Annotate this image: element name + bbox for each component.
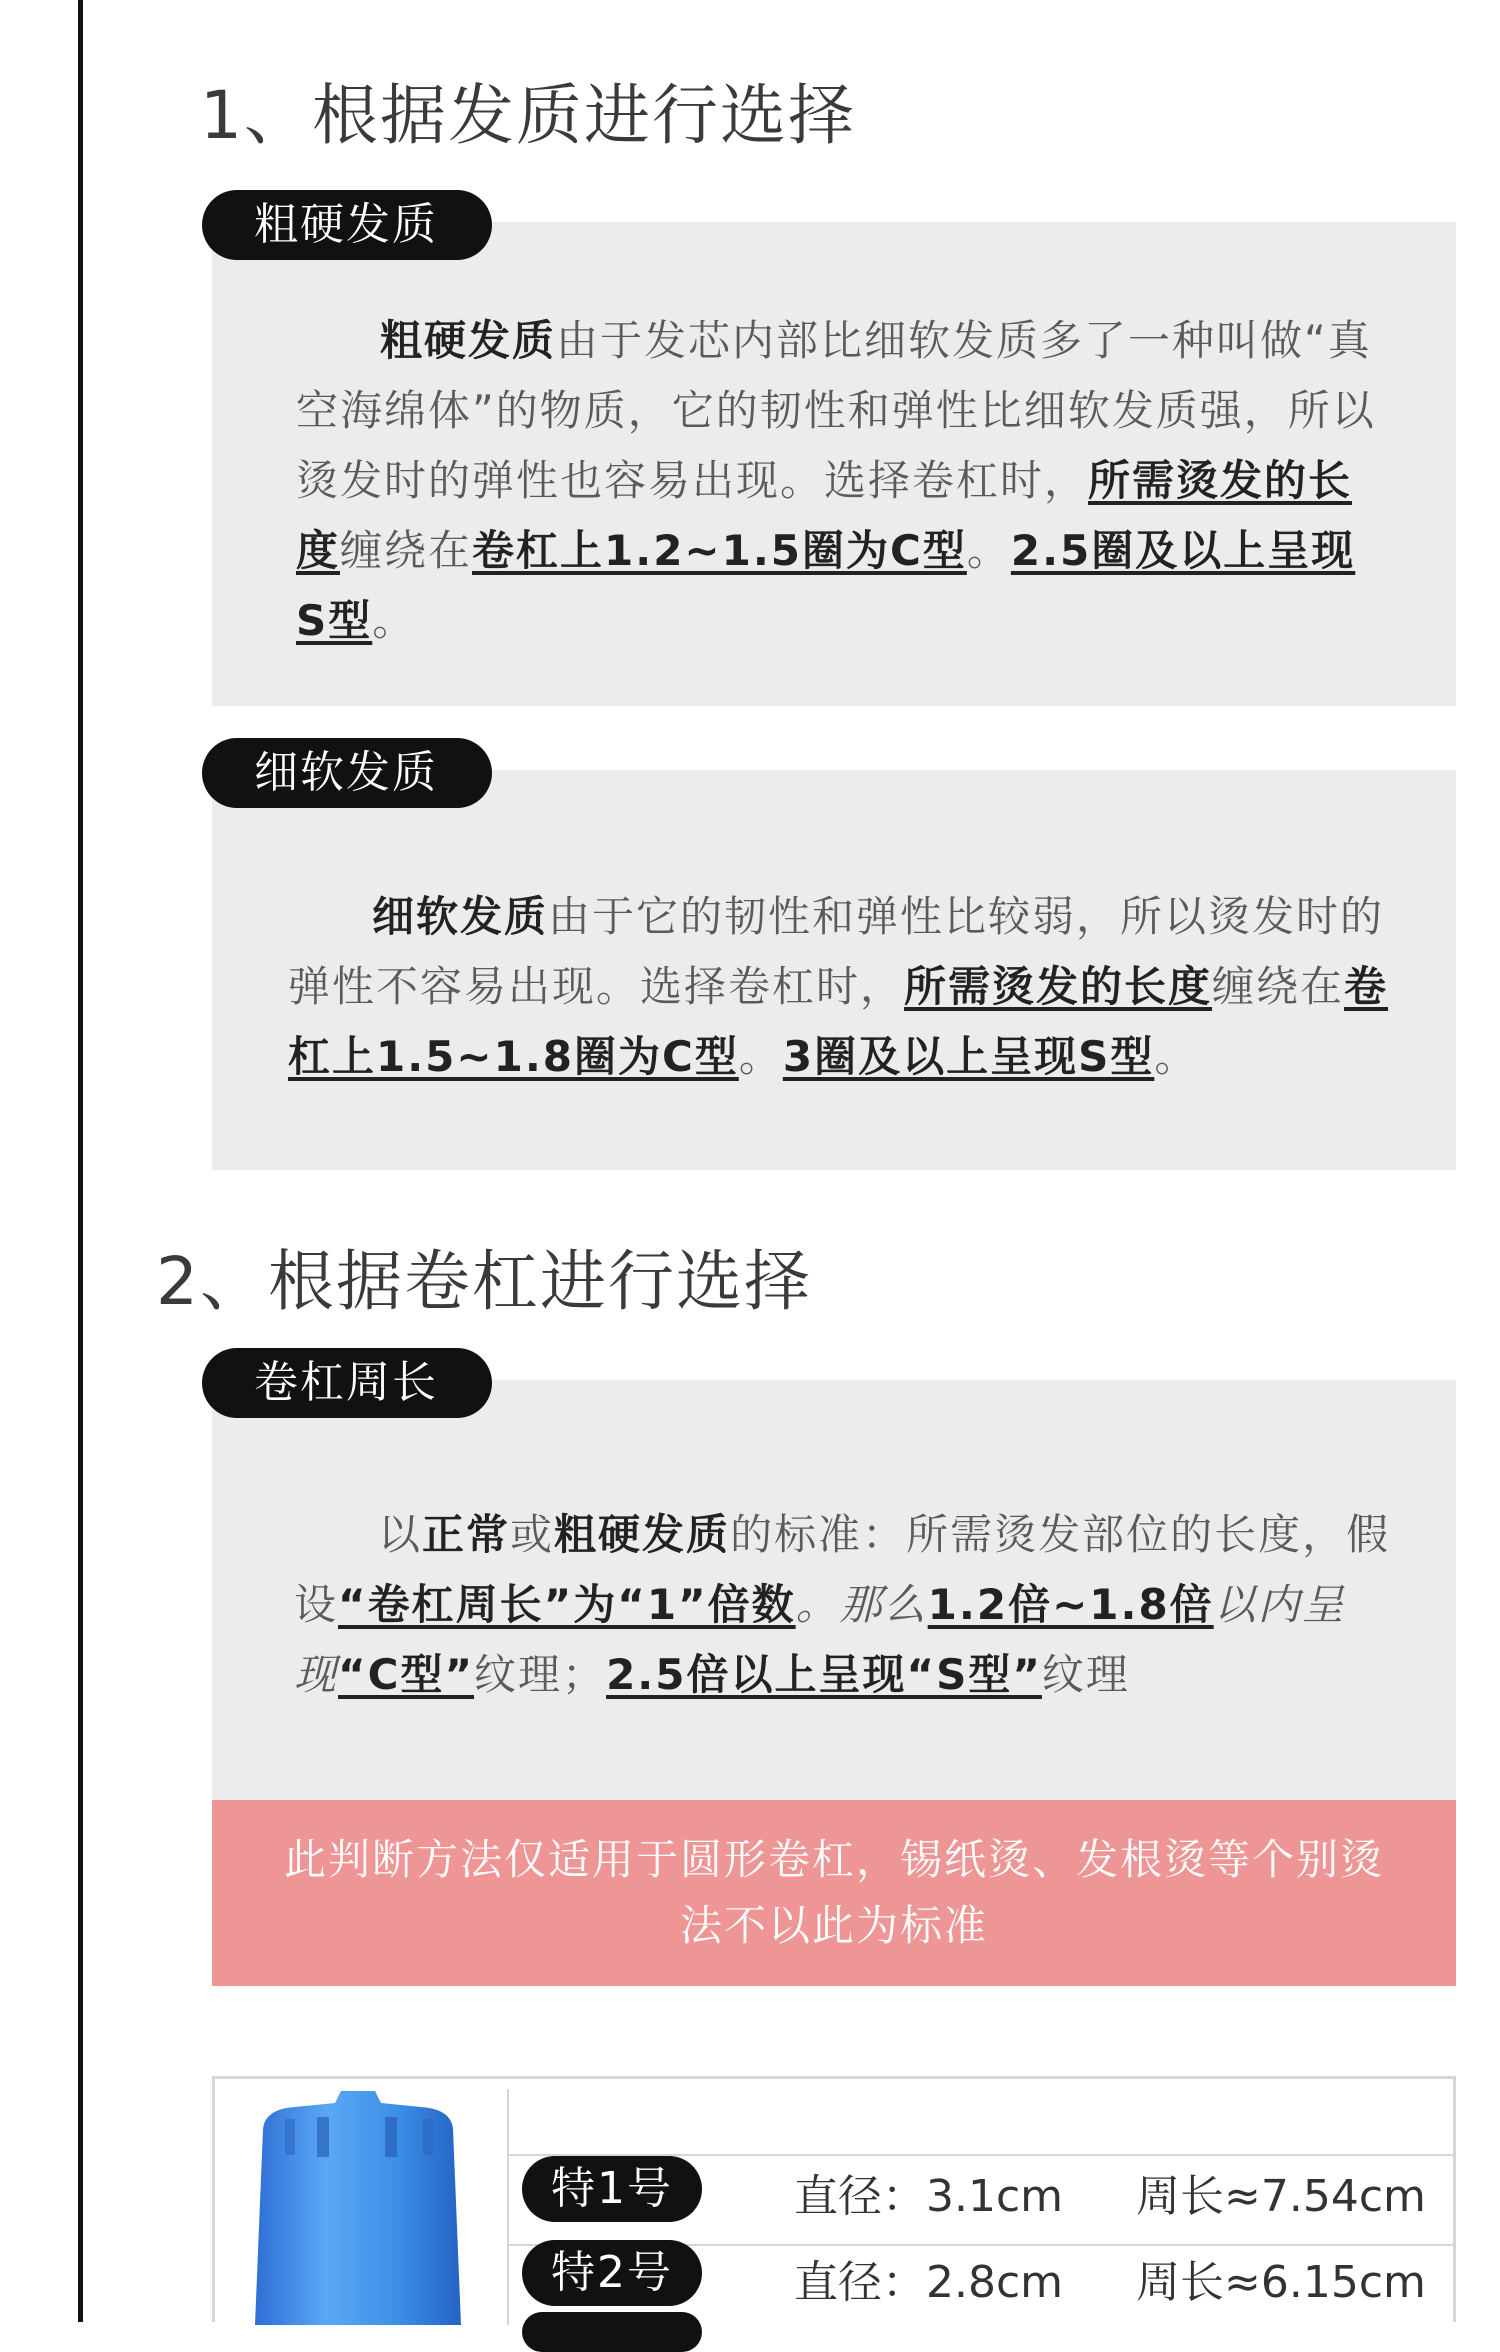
diameter-1: 直径：3.1cm <box>794 2171 1064 2222</box>
fine-hair-tag: 细软发质 <box>202 738 492 808</box>
underlined-phrase: 所需烫发的长度 <box>904 962 1213 1011</box>
circumference-text <box>294 1500 1404 1710</box>
underlined-phrase: “卷杠周长”为“1”倍数 <box>338 1580 796 1629</box>
text-run: 由于发芯内部比细软发质多了一种叫做“真空海绵体”的物质，它的韧性和弹性比细软发质强，所以烫发时的弹性也容易出现。选择卷杠时， <box>296 316 1376 505</box>
section2-heading: 2、根据卷杠进行选择 <box>156 1243 812 1320</box>
notice-banner <box>212 1800 1456 1986</box>
fine-hair-text <box>288 882 1398 1092</box>
text-run: 由于它的韧性和弹性比较弱，所以烫发时的弹性不容易出现。选择卷杠时， <box>288 892 1385 1011</box>
text-run: 纹理； <box>474 1650 607 1699</box>
bold-phrase: 粗硬发质 <box>554 1510 731 1559</box>
size-label-3-partial <box>522 2312 702 2352</box>
text-run: 缠绕在 <box>340 526 473 575</box>
text-run: 或 <box>510 1510 555 1559</box>
section1-heading: 1、根据发质进行选择 <box>200 77 856 154</box>
size-label-1: 特1号 <box>522 2156 702 2222</box>
underlined-phrase: 2.5倍以上呈现“S型” <box>606 1650 1042 1699</box>
text-run: 。 <box>966 526 1011 575</box>
italic-run: 以内呈现 <box>294 1580 1346 1699</box>
notice-text: 此判断方法仅适用于圆形卷杠，锡纸烫、发根烫等个别烫法不以此为标准 <box>283 1835 1384 1950</box>
circumference-2: 周长≈6.15cm <box>1136 2257 1426 2308</box>
text-run: 的标准：所需烫发部位的长度，假设 <box>294 1510 1391 1629</box>
bold-lead: 粗硬发质 <box>380 316 557 365</box>
diameter-2: 直径：2.8cm <box>794 2257 1064 2308</box>
underlined-phrase: 3圈及以上呈现S型 <box>782 1032 1155 1081</box>
text-run: 。 <box>738 1032 783 1081</box>
circumference-tag: 卷杠周长 <box>202 1348 492 1418</box>
circumference-1: 周长≈7.54cm <box>1136 2171 1426 2222</box>
underlined-phrase: 卷杠上1.5~1.8圈为C型 <box>288 962 1389 1081</box>
text-run: 缠绕在 <box>1212 962 1345 1011</box>
text-run: 纹理 <box>1041 1650 1130 1699</box>
underlined-phrase: “C型” <box>338 1650 475 1699</box>
coarse-hair-text <box>296 306 1386 656</box>
left-border-line <box>78 0 83 2322</box>
italic-run: 。那么 <box>795 1580 928 1629</box>
text-run: 。 <box>1154 1032 1199 1081</box>
text-run: 以 <box>378 1510 423 1559</box>
text-run: 。 <box>372 596 417 645</box>
bold-phrase: 正常 <box>422 1510 511 1559</box>
blue-roller-icon <box>225 2089 507 2325</box>
underlined-phrase: 卷杠上1.2~1.5圈为C型 <box>472 526 967 575</box>
underlined-phrase: 1.2倍~1.8倍 <box>927 1580 1214 1629</box>
size-label-2: 特2号 <box>522 2240 702 2306</box>
underlined-phrase: 2.5圈及以上呈现S型 <box>296 526 1356 645</box>
bold-lead: 细软发质 <box>372 892 549 941</box>
coarse-hair-tag: 粗硬发质 <box>202 190 492 260</box>
roller-image <box>225 2089 509 2325</box>
underlined-phrase: 所需烫发的长度 <box>296 456 1353 575</box>
